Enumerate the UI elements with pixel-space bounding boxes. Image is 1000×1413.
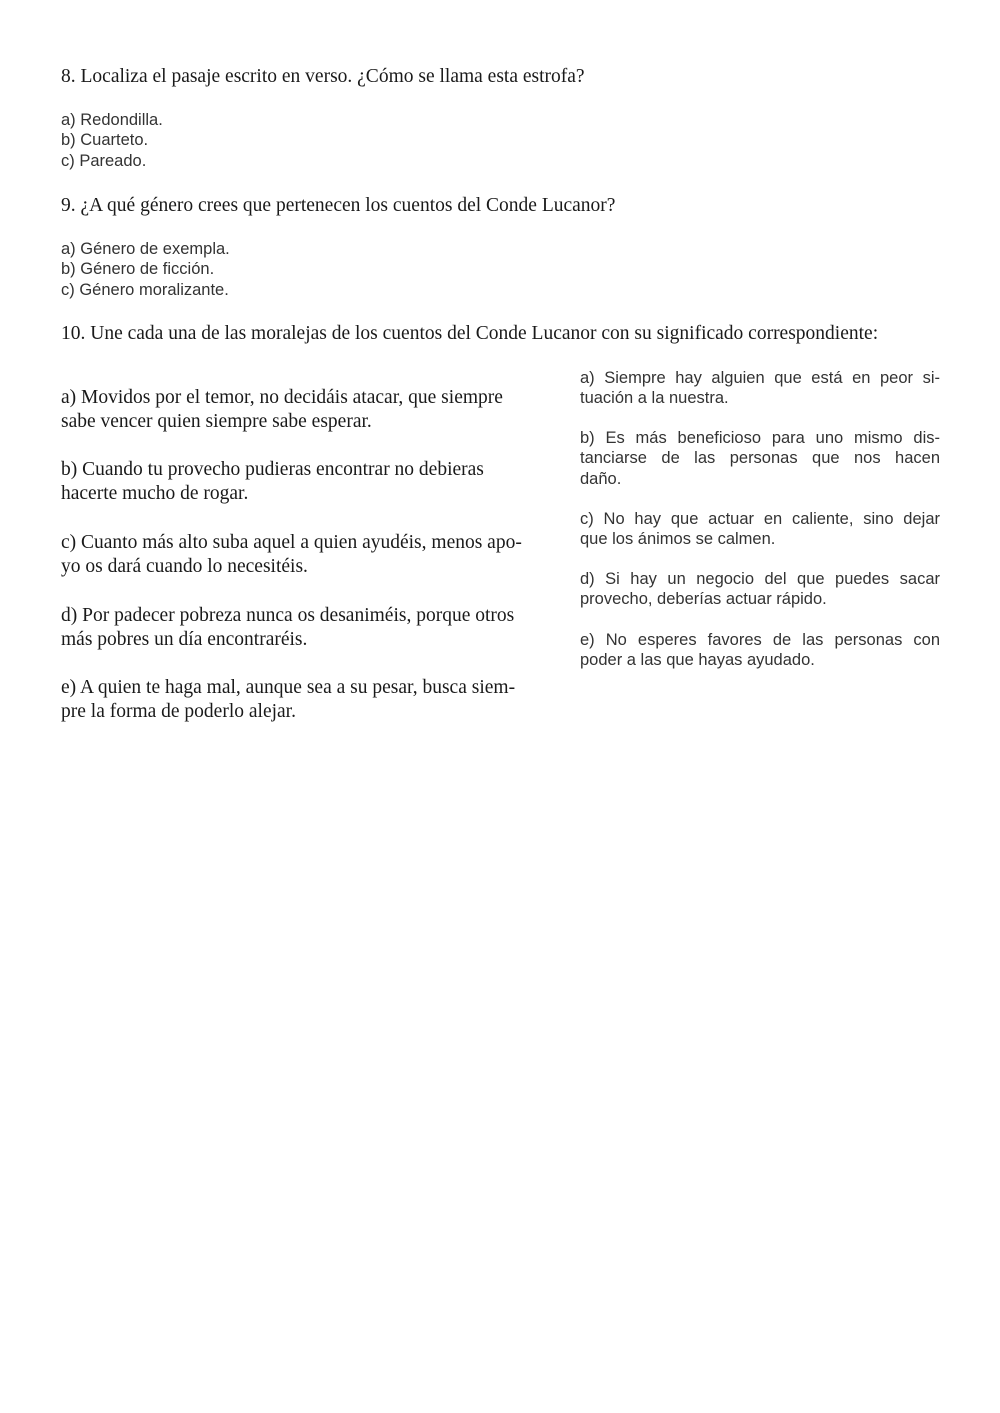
meaning-line: b) Es más beneficioso para uno mismo dis-: [580, 429, 940, 447]
question-10: 10. Une cada una de las moralejas de los cuentos del Conde Lucanor con su significado correspondiente:: [61, 323, 879, 344]
moral-line: más pobres un día encontraréis.: [61, 629, 308, 650]
meaning-b: [580, 428, 940, 489]
moral-line: e) A quien te haga mal, aunque sea a su pesar, busca siem-: [61, 677, 516, 698]
meaning-line: poder a las que hayas ayudado.: [580, 651, 815, 670]
meaning-line: tuación a la nuestra.: [580, 389, 729, 408]
meaning-e: [580, 630, 940, 671]
moral-a: [61, 386, 551, 434]
question-9: 9. ¿A qué género crees que pertenecen los cuentos del Conde Lucanor?: [61, 195, 616, 216]
moral-line: hacerte mucho de rogar.: [61, 483, 249, 504]
question-8: 8. Localiza el pasaje escrito en verso. ¿Cómo se llama esta estrofa?: [61, 66, 585, 87]
option-a: a) Redondilla.: [61, 111, 163, 129]
moral-line: a) Movidos por el temor, no decidáis atacar, que siempre: [61, 387, 503, 408]
option-c: c) Pareado.: [61, 151, 147, 170]
meaning-line: c) No hay que actuar en caliente, sino dejar: [580, 510, 940, 528]
meaning-a: [580, 368, 940, 409]
moral-b: [61, 458, 551, 506]
meaning-c: [580, 509, 940, 550]
moral-line: sabe vencer quien siempre sabe esperar.: [61, 411, 372, 432]
meaning-line: a) Siempre hay alguien que está en peor si-: [580, 369, 940, 387]
moral-line: b) Cuando tu provecho pudieras encontrar no debieras: [61, 459, 484, 480]
meaning-line: d) Si hay un negocio del que puedes sacar: [580, 570, 940, 588]
morals-column: [61, 386, 551, 746]
question-9-options: [61, 239, 230, 300]
meaning-line: e) No esperes favores de las personas con: [580, 631, 940, 649]
moral-c: [61, 531, 551, 579]
moral-d: [61, 604, 551, 652]
option-a: a) Género de exempla.: [61, 240, 230, 258]
option-b: b) Género de ficción.: [61, 260, 215, 279]
question-8-options: [61, 110, 163, 171]
moral-line: d) Por padecer pobreza nunca os desaniméis, porque otros: [61, 605, 515, 626]
meaning-line: que los ánimos se calmen.: [580, 530, 776, 549]
moral-line: c) Cuanto más alto suba aquel a quien ayudéis, menos apo-: [61, 532, 522, 553]
option-c: c) Género moralizante.: [61, 280, 229, 299]
meaning-line: tanciarse de las personas que nos hacen: [580, 449, 940, 468]
meaning-d: [580, 569, 940, 610]
moral-line: pre la forma de poderlo alejar.: [61, 701, 296, 722]
meanings-column: [580, 368, 940, 688]
moral-e: [61, 676, 551, 724]
meaning-line: daño.: [580, 469, 622, 488]
moral-line: yo os dará cuando lo necesitéis.: [61, 556, 308, 577]
meaning-line: provecho, deberías actuar rápido.: [580, 590, 827, 609]
option-b: b) Cuarteto.: [61, 131, 149, 150]
